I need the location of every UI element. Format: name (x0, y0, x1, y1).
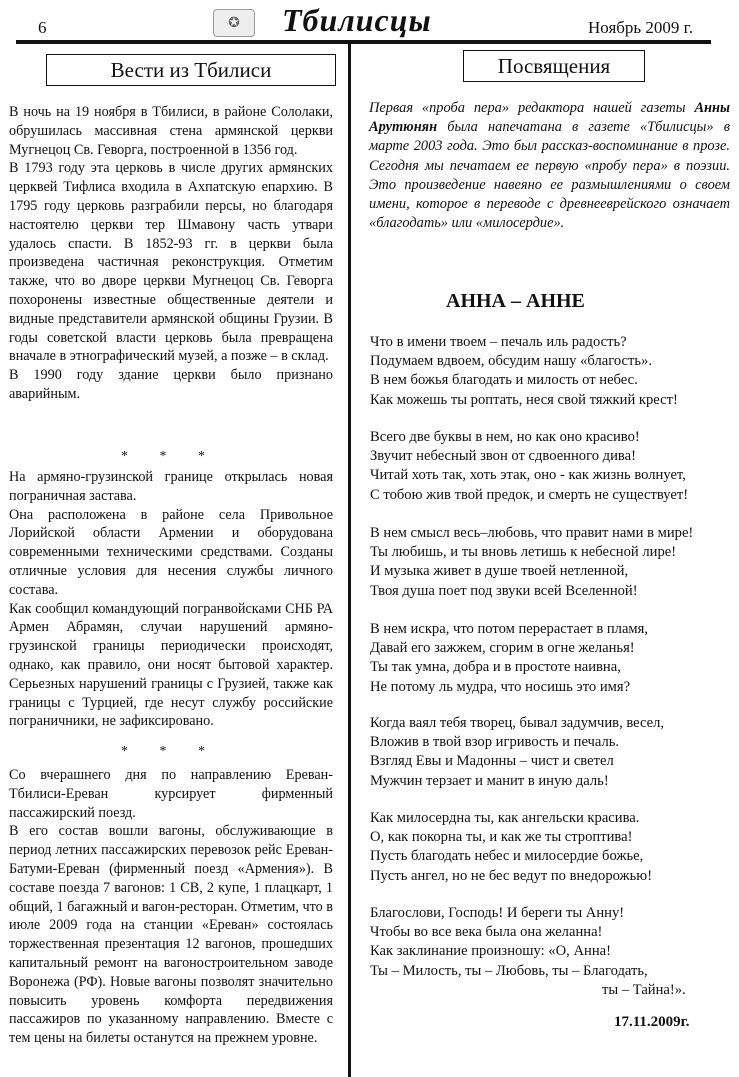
poem-line: И музыка живет в душе твоей нетленной, (370, 563, 629, 580)
poem-stanza (370, 714, 732, 791)
poem-line: О, как покорна ты, и как же ты строптива! (370, 829, 633, 846)
poem-title: АННА – АННЕ (446, 290, 585, 312)
poem-line: ты – Тайна!». (602, 981, 686, 998)
poem-line: Ты любишь, и ты вновь летишь к небесной лире! (370, 544, 677, 561)
poem-line: Не потому ль мудра, что носишь это имя? (370, 678, 631, 695)
poem-stanza (370, 333, 732, 410)
poem-line: Всего две буквы в нем, но как оно красиво! (370, 429, 640, 445)
paragraph: В ночь на 19 ноября в Тбилиси, в районе Сололаки, обрушилась массивная стена армянской церкви Мугнецоц Св. Геворга, построенной в 1356 год. (9, 104, 333, 158)
poem-line: Пусть ангел, но не бес ведут по внедорожью! (370, 867, 653, 884)
poem-line: В нем искра, что потом перерастает в пламя, (370, 621, 649, 637)
poem-intro (369, 99, 730, 233)
poem-line: Читай хоть так, хоть этак, оно - как жизнь волнует, (370, 467, 686, 484)
poem-stanza (370, 524, 732, 601)
poem-line: В нем смысл весь–любовь, что правит нами в мире! (370, 525, 694, 541)
header-rule (16, 40, 711, 44)
poem-line: Взгляд Евы и Мадонны – чист и светел (370, 753, 614, 770)
issue-date: Ноябрь 2009 г. (588, 18, 693, 37)
right-section-title: Посвящения (463, 50, 645, 82)
poem-line: Мужчин терзает и манит в иную даль! (370, 772, 609, 789)
poem-signature-date: 17.11.2009г. (614, 1014, 690, 1030)
poem-line: Подумаем вдвоем, обсудим нашу «благость». (370, 353, 652, 370)
intro-text: Первая «проба пера» редактора нашей газеты (369, 100, 695, 116)
paragraph: В 1990 году здание церкви было признано аварийным. (9, 367, 333, 402)
poem-line: Вложив в твой взор игривость и печаль. (370, 734, 620, 751)
poem-line: Как заклинание произношу: «О, Анна! (370, 943, 611, 960)
paragraph: В 1793 году эта церковь в числе других армянских церквей Тифлиса входила в Ахпатскую епархию. В 1795 году церковь разграбили персы, но благодаря настоятелю церкви тер Шмавону часть утвари удалось спасти. В 1852-93 гг. в церкви была произведена частичная реконструкция. Отметим также, что во дворе церкви Мугнецоц Св. Геворга похоронены известные общественные деятели и видные представители армянской общины Грузии. В годы советской власти церковь была превращена вначале в этнографический музей, а позже – в склад. (9, 160, 333, 365)
poem-line: С тобою жив твой предок, и смерть не существует! (370, 486, 689, 503)
poem-stanza (370, 428, 732, 505)
poem-line: Благослови, Господь! И береги ты Анну! (370, 905, 625, 921)
paragraph: Со вчерашнего дня по направлению Ереван-Тбилиси-Ереван курсирует фирменный пассажирский поезд. (9, 767, 333, 821)
news-block-church (9, 103, 333, 404)
poem-stanza (370, 809, 732, 886)
paragraph: На армяно-грузинской границе открылась новая пограничная застава. (9, 469, 333, 504)
column-divider (348, 44, 351, 1077)
poem-line: Пусть благодать небес и милосердие божье, (370, 848, 644, 865)
separator-stars: * * * (121, 449, 219, 464)
intro-author-name: Анны Арутюнян (369, 100, 730, 136)
separator-stars: * * * (121, 744, 219, 759)
intro-text: была напечатана в газете «Тбилисцы» в марте 2003 года. Это был рассказ-воспоминание в прозе. Сегодня мы печатаем ее первую «пробу пера» в поэзии. Это произведение навеяно ее размышлениями о своем имени, которое в переводе с древнееврейского означает «благодать» или «милосердие». (369, 119, 730, 232)
poem-line: Как можешь ты роптать, неся свой тяжкий крест! (370, 391, 678, 408)
left-section-title: Вести из Тбилиси (46, 54, 336, 86)
paragraph: В его состав вошли вагоны, обслуживающие в период летних пассажирских перевозок рейс Ереван-Батуми-Ереван (фирменный поезд «Армения»). В составе поезда 7 вагонов: 1 СВ, 2 купе, 1 плацкарт, 1 общий, 1 багажный и вагон-ресторан. Отметим, что в июле 2009 года на станции «Ереван» состоялась торжественная презентация 12 вагонов, прошедших капитальный ремонт на вагоностроительном заводе Воронежа (РФ). Новые вагоны позволят значительно повысить уровень комфорта передвижения пассажиров по указанному направлению. Вместе с тем цены на билеты останутся на прежнем уровне. (9, 823, 333, 1047)
poem-line: Звучит небесный звон от сдвоенного дива! (370, 448, 636, 465)
poem-line: Давай его зажжем, сгорим в огне желанья! (370, 640, 635, 657)
poem-line: Чтобы во все века была она желанна! (370, 924, 603, 941)
news-block-train (9, 766, 333, 1048)
poem-line: В нем божья благодать и милость от небес. (370, 372, 638, 389)
poem-line: Как милосердна ты, как ангельски красива. (370, 810, 640, 826)
poem-stanza (370, 904, 732, 1000)
page-number: 6 (38, 18, 47, 37)
masthead: Тбилисцы (282, 2, 432, 38)
newspaper-logo-icon: ✪ (213, 9, 255, 37)
poem-stanza (370, 620, 732, 697)
paragraph: Как сообщил командующий погранвойсками СНБ РА Армен Абрамян, случаи нарушений армяно-грузинской границы периодически происходят, однако, как правило, они носят бытовой характер. Серьезных нарушений границы с Грузией, также как границы с Турцией, где несут службу российские пограничники, не зафиксировано. (9, 600, 333, 730)
news-block-border (9, 468, 333, 731)
paragraph: Она расположена в районе села Привольное Лорийской области Армении и оборудована современными техническими средствами. Созданы отличные условия для несения службы личного состава. (9, 506, 333, 598)
poem-line: Когда ваял тебя творец, бывал задумчив, весел, (370, 715, 665, 731)
poem-line: Ты – Милость, ты – Любовь, ты – Благодать, (370, 962, 648, 979)
poem-line: Ты так умна, добра и в простоте наивна, (370, 659, 621, 676)
poem-line: Твоя душа поет под звуки всей Вселенной! (370, 582, 638, 599)
poem-line: Что в имени твоем – печаль иль радость? (370, 334, 627, 350)
